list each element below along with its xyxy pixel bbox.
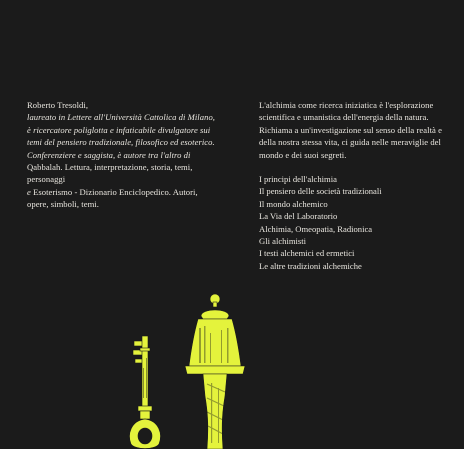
toc-item: La Via del Laboratorio [259,211,338,222]
key-icon [130,336,161,449]
toc-item: Alchimia, Omeopatia, Radionica [259,223,373,234]
description-text: L'alchimia come ricerca iniziatica è l'esplorazione scientifica e umanistica dell'energia della natura. Richiama a un'investigazione sul senso della realtà e della nostra stessa vita, ci guida nelle meraviglie del mondo e dei suoi segreti. [259,100,442,160]
toc-item: Il pensiero delle società tradizionali [259,186,382,197]
book-description [259,99,453,161]
toc-item: I testi alchemici ed ermetici [259,248,355,259]
author-name: Roberto Tresoldi, [27,100,89,110]
toc-item: Il mondo alchemico [259,198,328,209]
toc-item: I principi dell'alchimia [259,174,337,184]
toc-item: Gli alchimisti [259,236,307,247]
table-of-contents [259,173,453,272]
author-bio-italic: laureato in Lettere all'Università Cattolica di Milano, è ricercatore poliglotta e infaticabile divulgatore sui temi del pensiero tradizionale, filosofico ed esoterico. Conferenziere e saggista, è autore tra l'altro di [27,112,215,160]
author-works: Qabbalah. Lettura, interpretazione, storia, temi, personaggi [27,162,193,185]
author-works-conjunction: e [27,186,31,197]
bell-icon [185,294,245,449]
toc-item: Le altre tradizioni alchemiche [259,260,362,271]
cover-illustration [125,288,265,449]
author-bio-text [27,99,217,211]
author-bio [27,99,217,211]
author-works-2: Esoterismo - Dizionario Enciclopedico. Autori, opere, simboli, temi. [27,186,198,210]
